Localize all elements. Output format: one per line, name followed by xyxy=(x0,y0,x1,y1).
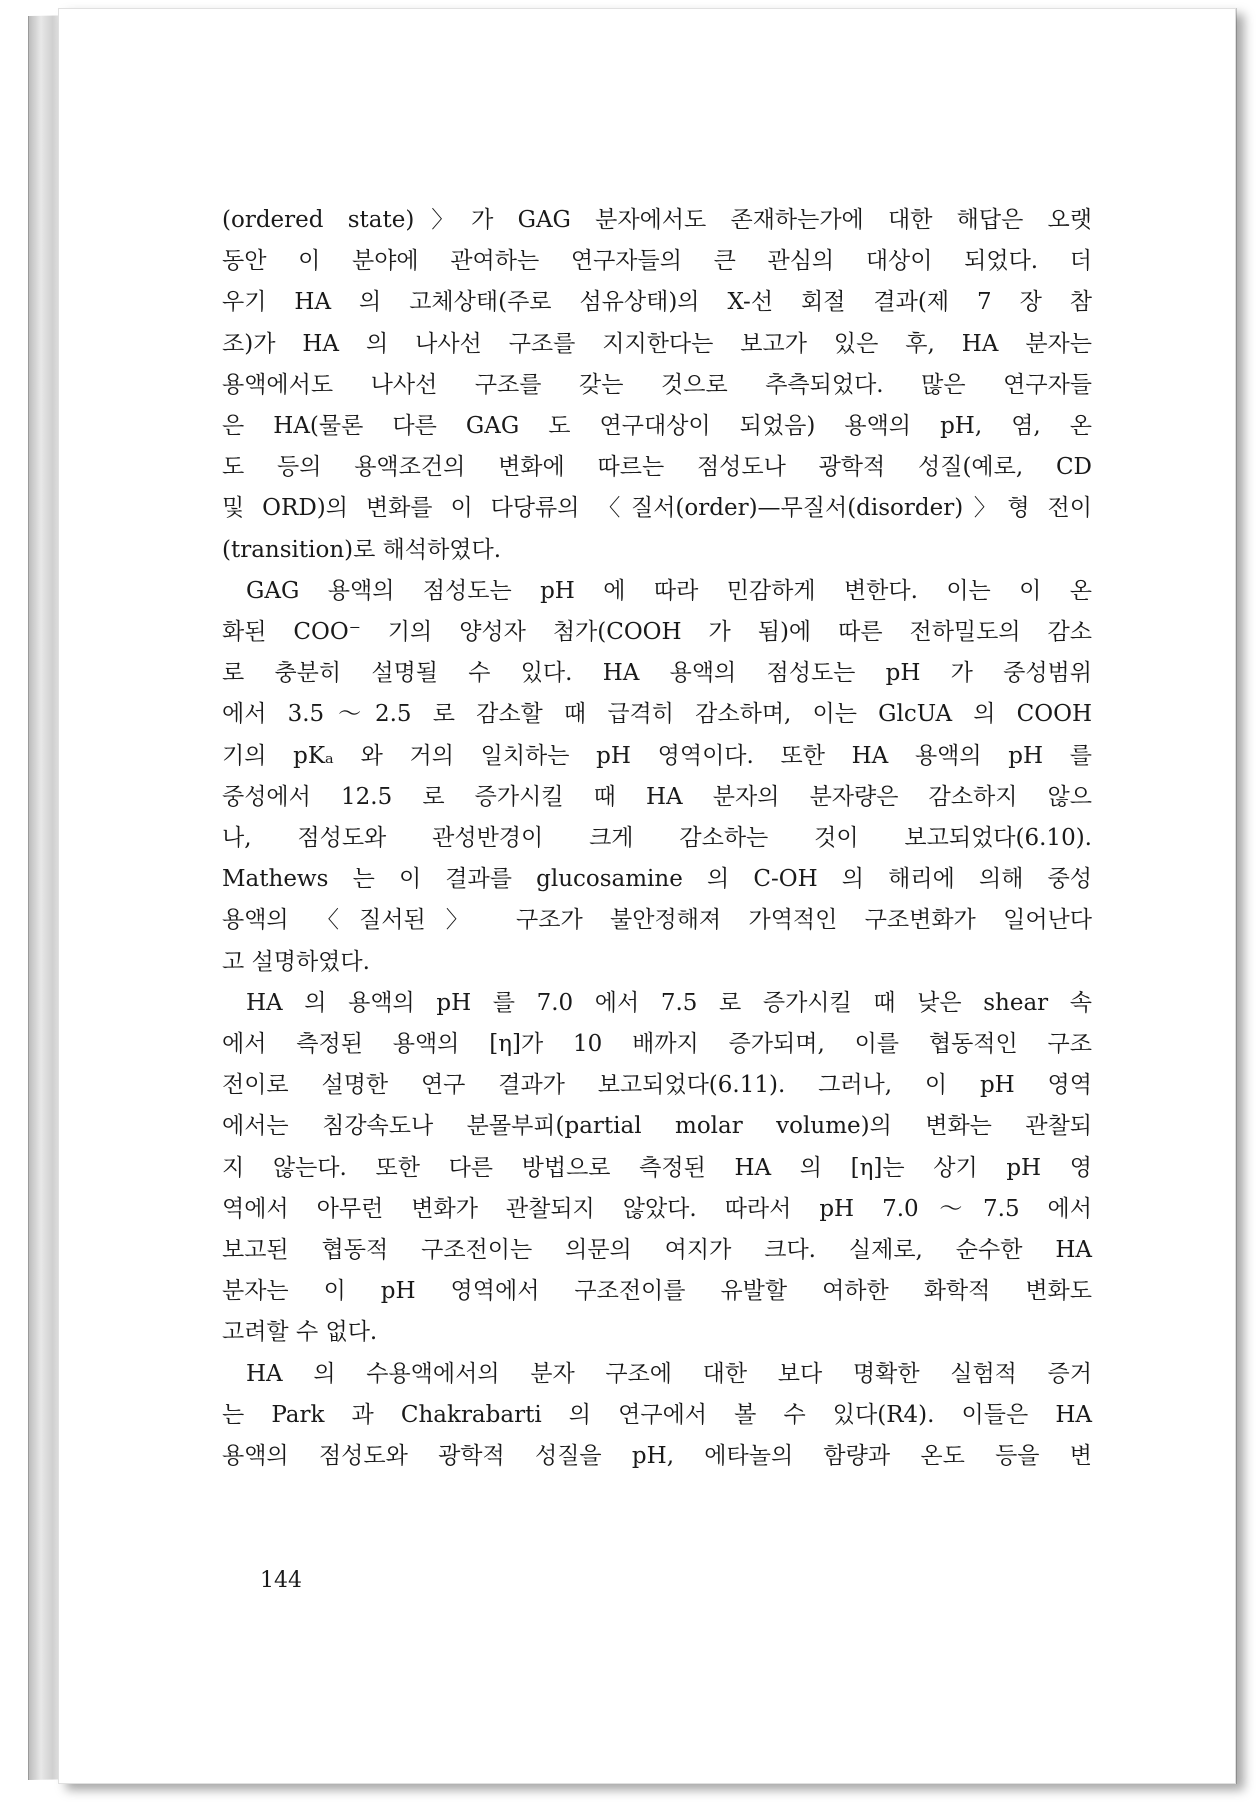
text-line: 조)가 HA 의 나사선 구조를 지지한다는 보고가 있은 후, HA 분자는 xyxy=(222,330,1092,357)
text-line: 은 HA(물론 다른 GAG 도 연구대상이 되었음) 용액의 pH, 염, 온 xyxy=(222,413,1092,440)
text-line: 및 ORD)의 변화를 이 다당류의 〈질서(order)—무질서(disorder)〉형 전이 xyxy=(222,495,1092,522)
text-line: 지 않는다. 또한 다른 방법으로 측정된 HA 의 [η]는 상기 pH 영 xyxy=(222,1154,1092,1181)
text-line: 기의 pKₐ 와 거의 일치하는 pH 영역이다. 또한 HA 용액의 pH 를 xyxy=(222,742,1092,769)
text-line: HA 의 수용액에서의 분자 구조에 대한 보다 명확한 실험적 증거 xyxy=(246,1360,1092,1387)
text-line: 우기 HA 의 고체상태(주로 섬유상태)의 X-선 회절 결과(제 7 장 참 xyxy=(222,289,1092,316)
text-line: 보고된 협동적 구조전이는 의문의 여지가 크다. 실제로, 순수한 HA xyxy=(222,1237,1092,1264)
text-line: 동안 이 분야에 관여하는 연구자들의 큰 관심의 대상이 되었다. 더 xyxy=(222,248,1092,275)
text-line: 역에서 아무런 변화가 관찰되지 않았다. 따라서 pH 7.0～7.5 에서 xyxy=(222,1195,1092,1222)
text-line: 용액에서도 나사선 구조를 갖는 것으로 추측되었다. 많은 연구자들 xyxy=(222,371,1092,398)
text-line: 에서는 침강속도나 분몰부피(partial molar volume)의 변화는 관찰되 xyxy=(222,1113,1092,1140)
text-line: 로 충분히 설명될 수 있다. HA 용액의 점성도는 pH 가 중성범위 xyxy=(222,660,1092,687)
text-line: 에서 3.5～2.5 로 감소할 때 급격히 감소하며, 이는 GlcUA 의 COOH xyxy=(222,701,1092,728)
body-text xyxy=(222,200,1092,1477)
text-line: GAG 용액의 점성도는 pH 에 따라 민감하게 변한다. 이는 이 온 xyxy=(246,577,1092,604)
text-line: 전이로 설명한 연구 결과가 보고되었다(6.11). 그러나, 이 pH 영역 xyxy=(222,1072,1092,1099)
text-line: 용액의 점성도와 광학적 성질을 pH, 에타놀의 함량과 온도 등을 변 xyxy=(222,1443,1092,1470)
text-line: 고려할 수 없다. xyxy=(222,1319,378,1346)
text-line: 화된 COO⁻ 기의 양성자 첨가(COOH 가 됨)에 따른 전하밀도의 감소 xyxy=(222,619,1092,646)
text-line: 도 등의 용액조건의 변화에 따르는 점성도나 광학적 성질(예로, CD xyxy=(222,454,1092,481)
text-line: (transition)로 해석하였다. xyxy=(222,536,502,563)
text-line: 고 설명하였다. xyxy=(222,948,370,975)
text-line: 분자는 이 pH 영역에서 구조전이를 유발할 여하한 화학적 변화도 xyxy=(222,1278,1092,1305)
text-line: 중성에서 12.5 로 증가시킬 때 HA 분자의 분자량은 감소하지 않으 xyxy=(222,783,1092,810)
text-line: Mathews 는 이 결과를 glucosamine 의 C-OH 의 해리에 의해 중성 xyxy=(222,866,1092,893)
text-line: 용액의 〈질서된〉 구조가 불안정해져 가역적인 구조변화가 일어난다 xyxy=(222,907,1092,934)
text-line: 에서 측정된 용액의 [η]가 10 배까지 증가되며, 이를 협동적인 구조 xyxy=(222,1031,1092,1058)
page-number: 144 xyxy=(260,1568,302,1593)
text-line: 나, 점성도와 관성반경이 크게 감소하는 것이 보고되었다(6.10). xyxy=(222,825,1092,852)
text-line: (ordered state)〉가 GAG 분자에서도 존재하는가에 대한 해답은 오랫 xyxy=(222,207,1092,233)
text-line: HA 의 용액의 pH 를 7.0 에서 7.5 로 증가시킬 때 낮은 shear 속 xyxy=(246,989,1092,1016)
text-line: 는 Park 과 Chakrabarti 의 연구에서 볼 수 있다(R4). 이들은 HA xyxy=(222,1401,1092,1428)
